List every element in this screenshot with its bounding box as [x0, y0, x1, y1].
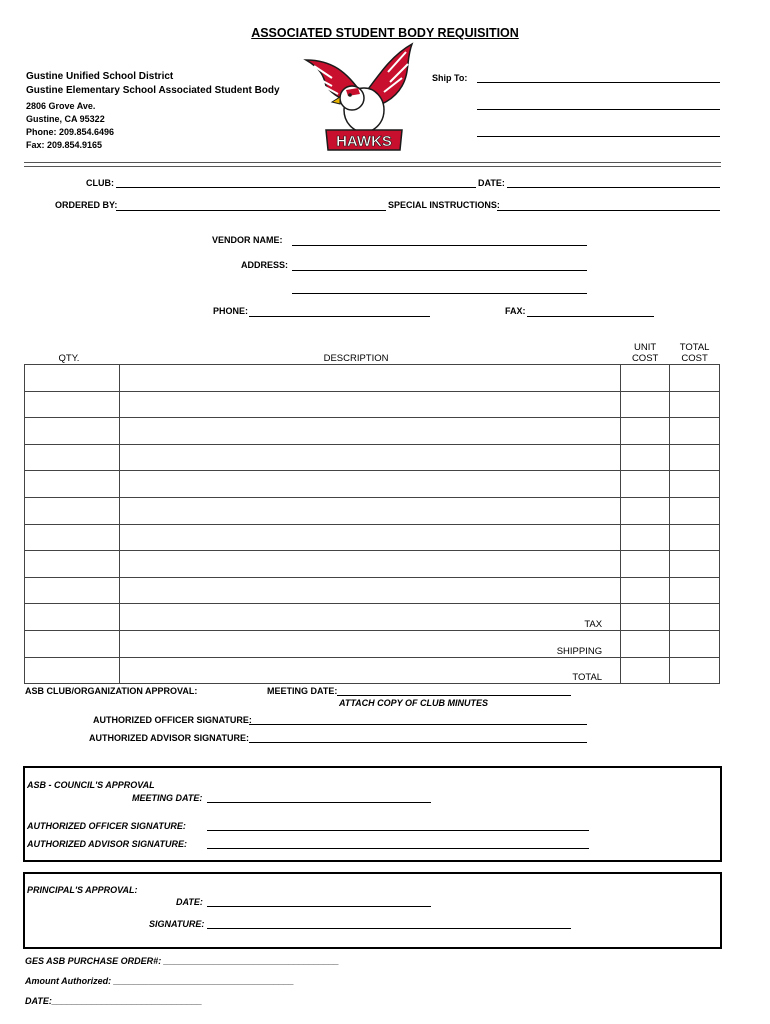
tax-row[interactable]: [25, 604, 720, 631]
table-row[interactable]: [25, 418, 720, 445]
club-field[interactable]: [116, 187, 476, 188]
council-advisor-signature-field[interactable]: [207, 848, 589, 849]
purchase-order-field[interactable]: GES ASB PURCHASE ORDER#: ___________________________________: [25, 956, 339, 966]
special-instructions-field[interactable]: [497, 210, 720, 211]
table-row[interactable]: [25, 444, 720, 471]
address-label: ADDRESS:: [241, 260, 289, 270]
amount-authorized-field[interactable]: Amount Authorized: ____________________________________: [25, 976, 294, 986]
fax-number: Fax: 209.854.9165: [26, 140, 103, 150]
street-address: 2806 Grove Ave.: [26, 101, 96, 111]
ordered-by-label: ORDERED BY:: [55, 200, 118, 210]
special-instructions-label: SPECIAL INSTRUCTIONS:: [388, 200, 500, 210]
address-field-2[interactable]: [292, 293, 587, 294]
principal-date-field[interactable]: [207, 906, 431, 907]
advisor-signature-field[interactable]: [249, 742, 587, 743]
footer-date-field[interactable]: DATE:______________________________: [25, 996, 202, 1006]
phone-label: PHONE:: [213, 306, 249, 316]
shipping-label: SHIPPING: [120, 630, 621, 657]
officer-signature-label: AUTHORIZED OFFICER SIGNATURE:: [93, 715, 252, 725]
table-row[interactable]: [25, 497, 720, 524]
council-officer-signature-label: AUTHORIZED OFFICER SIGNATURE:: [27, 821, 186, 831]
logo-text: HAWKS: [336, 133, 392, 150]
council-meeting-date-label: MEETING DATE:: [132, 793, 203, 803]
vendor-name-field[interactable]: [292, 245, 587, 246]
principal-date-label: DATE:: [176, 897, 203, 907]
header-divider: [24, 162, 721, 167]
asb-club-approval-label: ASB CLUB/ORGANIZATION APPROVAL:: [25, 686, 198, 696]
table-row[interactable]: [25, 365, 720, 392]
phone-number: Phone: 209.854.6496: [26, 127, 115, 137]
city-state-zip: Gustine, CA 95322: [26, 114, 105, 124]
principal-approval-label: PRINCIPAL'S APPROVAL:: [27, 885, 138, 895]
table-row[interactable]: [25, 391, 720, 418]
shipping-row[interactable]: [25, 630, 720, 657]
council-approval-box: [23, 766, 722, 862]
table-header-row: [25, 342, 720, 365]
date-label: DATE:: [478, 178, 505, 188]
ordered-by-field[interactable]: [116, 210, 386, 211]
meeting-date-field[interactable]: [337, 695, 571, 696]
total-cost-header: TOTAL COST: [670, 342, 720, 365]
meeting-date-label: MEETING DATE:: [267, 686, 338, 696]
school-name: Gustine Elementary School Associated Student Body: [26, 85, 280, 96]
principal-signature-field[interactable]: [207, 928, 571, 929]
vendor-name-label: VENDOR NAME:: [212, 235, 283, 245]
description-header: DESCRIPTION: [120, 342, 621, 365]
table-row[interactable]: [25, 471, 720, 498]
unit-cost-header: UNIT COST: [621, 342, 670, 365]
total-row[interactable]: [25, 657, 720, 684]
page-title: ASSOCIATED STUDENT BODY REQUISITION: [251, 26, 519, 40]
table-row[interactable]: [25, 551, 720, 578]
council-approval-label: ASB - COUNCIL'S APPROVAL: [27, 780, 155, 790]
club-label: CLUB:: [86, 178, 114, 188]
address-field-1[interactable]: [292, 270, 587, 271]
hawks-logo: [302, 42, 420, 154]
ship-to-line-3[interactable]: [477, 136, 720, 137]
fax-field[interactable]: [527, 316, 654, 317]
table-row[interactable]: [25, 577, 720, 604]
council-advisor-signature-label: AUTHORIZED ADVISOR SIGNATURE:: [27, 839, 188, 849]
principal-approval-box: [23, 872, 722, 949]
council-officer-signature-field[interactable]: [207, 830, 589, 831]
date-field[interactable]: [507, 187, 720, 188]
officer-signature-field[interactable]: [249, 724, 587, 725]
fax-label: FAX:: [505, 306, 526, 316]
ship-to-label: Ship To:: [432, 73, 468, 83]
ship-to-line-2[interactable]: [477, 109, 720, 110]
advisor-signature-label: AUTHORIZED ADVISOR SIGNATURE:: [89, 733, 250, 743]
tax-label: TAX: [120, 604, 621, 631]
phone-field[interactable]: [249, 316, 430, 317]
district-name: Gustine Unified School District: [26, 71, 174, 82]
attach-minutes-note: ATTACH COPY OF CLUB MINUTES: [339, 698, 488, 708]
principal-signature-label: SIGNATURE:: [149, 919, 205, 929]
qty-header: QTY.: [25, 342, 120, 365]
ship-to-line-1[interactable]: [477, 82, 720, 83]
total-label: TOTAL: [120, 657, 621, 684]
items-table: [24, 342, 720, 684]
council-meeting-date-field[interactable]: [207, 802, 431, 803]
table-row[interactable]: [25, 524, 720, 551]
